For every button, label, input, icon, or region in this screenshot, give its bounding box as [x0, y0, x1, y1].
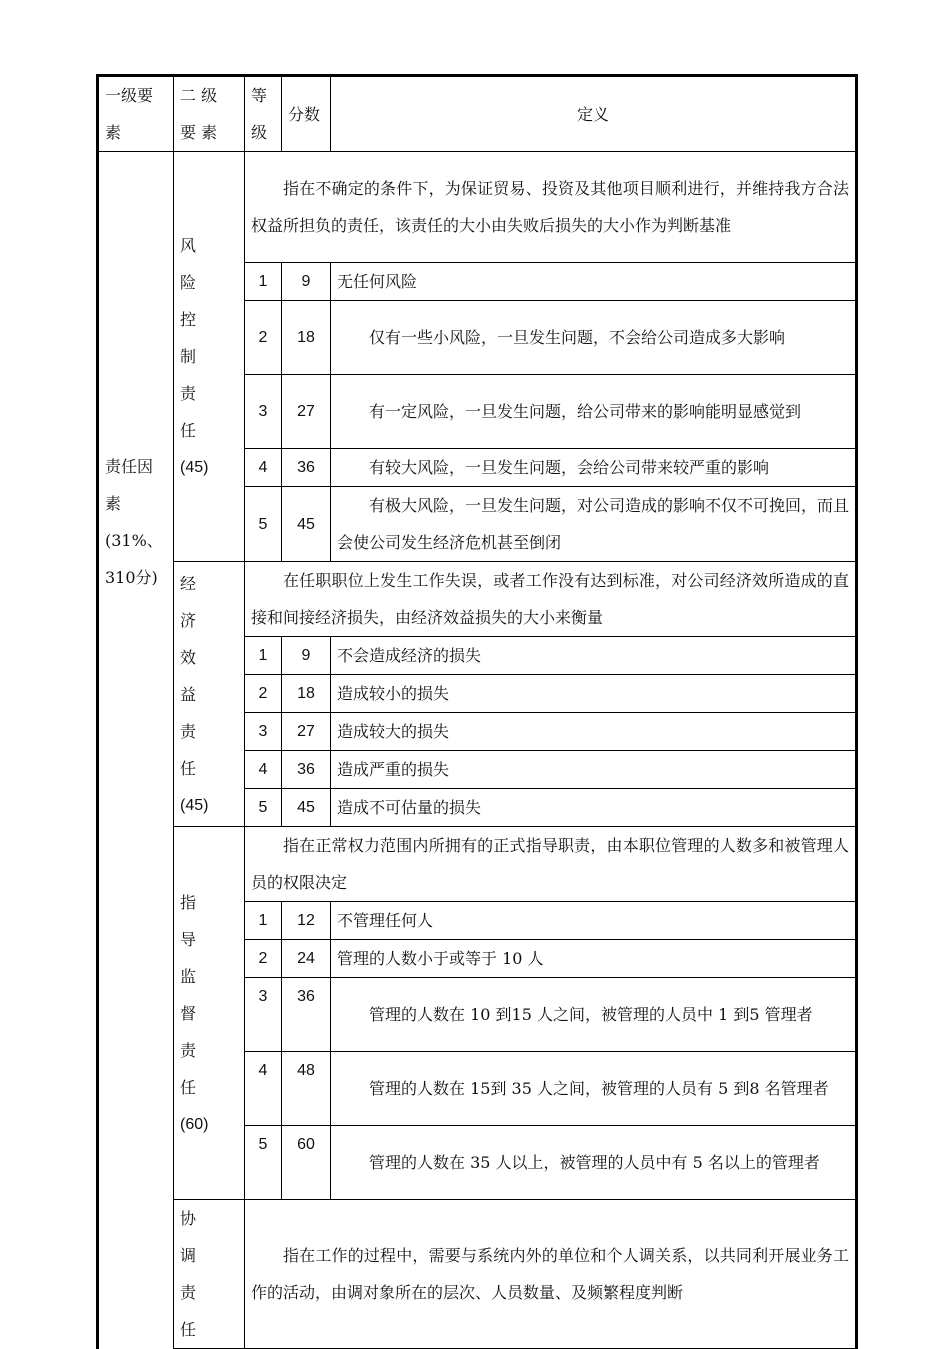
level-description: 造成较大的损失 — [331, 713, 857, 751]
level-number: 2 — [245, 940, 282, 978]
level-number: 2 — [245, 675, 282, 713]
level-score: 45 — [282, 789, 331, 827]
level-score: 18 — [282, 675, 331, 713]
level-number: 4 — [245, 751, 282, 789]
factor-weight: (31%、310分) — [105, 531, 163, 587]
level-number: 1 — [245, 637, 282, 675]
level-number: 4 — [245, 449, 282, 487]
level-number: 5 — [245, 1126, 282, 1200]
level-score: 36 — [282, 751, 331, 789]
section-definition-row — [98, 1200, 857, 1349]
level-score: 36 — [282, 449, 331, 487]
level-description: 无任何风险 — [331, 263, 857, 301]
level-description: 不会造成经济的损失 — [331, 637, 857, 675]
level-description: 有一定风险，一旦发生问题，给公司带来的影响能明显感觉到 — [331, 375, 857, 449]
level-score: 18 — [282, 301, 331, 375]
level-score: 48 — [282, 1052, 331, 1126]
level-score: 24 — [282, 940, 331, 978]
section-definition-row — [98, 152, 857, 263]
level-description: 不管理任何人 — [331, 902, 857, 940]
header-level1: 一级要素 — [98, 76, 174, 152]
level-description: 管理的人数在 10 到15 人之间，被管理的人员中 1 到5 管理者 — [331, 978, 857, 1052]
level-score: 27 — [282, 713, 331, 751]
level-score: 12 — [282, 902, 331, 940]
level-number: 3 — [245, 978, 282, 1052]
table-header-row — [98, 76, 857, 152]
level-number: 3 — [245, 713, 282, 751]
factor-name: 责任因素 — [105, 457, 154, 513]
section-label: 经济效益责任 — [180, 573, 225, 778]
level-description: 有较大风险，一旦发生问题，会给公司带来较严重的影响 — [331, 449, 857, 487]
section-label: 指导监督责任 — [180, 892, 225, 1097]
level-description: 造成严重的损失 — [331, 751, 857, 789]
section-definition: 在任职职位上发生工作失误，或者工作没有达到标准，对公司经济效所造成的直接和间接经济损失，由经济效益损失的大小来衡量 — [245, 562, 857, 637]
section-weight: (45) — [180, 459, 209, 476]
section-definition: 指在不确定的条件下，为保证贸易、投资及其他项目顺利进行，并维持我方合法权益所担负的责任，该责任的大小由失败后损失的大小作为判断基准 — [245, 152, 857, 263]
level-number: 4 — [245, 1052, 282, 1126]
header-grade: 等级 — [245, 76, 282, 152]
level-description: 仅有一些小风险，一旦发生问题，不会给公司造成多大影响 — [331, 301, 857, 375]
section-definition-row — [98, 827, 857, 902]
section-weight: (60) — [180, 1115, 209, 1133]
level-number: 5 — [245, 487, 282, 562]
level-number: 5 — [245, 789, 282, 827]
level-score: 27 — [282, 375, 331, 449]
level-score: 9 — [282, 637, 331, 675]
section-name-coordination — [174, 1200, 245, 1349]
section-definition-row — [98, 562, 857, 637]
section-name-economic — [174, 562, 245, 827]
level-description: 管理的人数在 15到 35 人之间，被管理的人员有 5 到8 名管理者 — [331, 1052, 857, 1126]
level-number: 2 — [245, 301, 282, 375]
level-description: 管理的人数小于或等于 10 人 — [331, 940, 857, 978]
level-score: 9 — [282, 263, 331, 301]
job-evaluation-table — [96, 74, 858, 1349]
factor-cell — [98, 152, 174, 1349]
level-score: 36 — [282, 978, 331, 1052]
section-definition: 指在工作的过程中，需要与系统内外的单位和个人调关系，以共同利开展业务工作的活动，由调对象所在的层次、人员数量、及频繁程度判断 — [245, 1200, 857, 1349]
level-description: 管理的人数在 35 人以上，被管理的人员中有 5 名以上的管理者 — [331, 1126, 857, 1200]
level-score: 60 — [282, 1126, 331, 1200]
section-weight: (45) — [180, 796, 209, 814]
level-number: 1 — [245, 263, 282, 301]
header-score: 分数 — [282, 76, 331, 152]
header-level2: 二 级 要 素 — [174, 76, 245, 152]
section-label: 协调责任 — [180, 1209, 225, 1339]
level-number: 3 — [245, 375, 282, 449]
level-score: 45 — [282, 487, 331, 562]
header-definition: 定义 — [331, 76, 857, 152]
level-description: 造成不可估量的损失 — [331, 789, 857, 827]
section-name-supervision — [174, 827, 245, 1200]
level-description: 有极大风险，一旦发生问题，对公司造成的影响不仅不可挽回，而且会使公司发生经济危机甚至倒闭 — [331, 487, 857, 562]
level-number: 1 — [245, 902, 282, 940]
section-definition: 指在正常权力范围内所拥有的正式指导职责，由本职位管理的人数多和被管理人员的权限决定 — [245, 827, 857, 902]
section-label: 风险控制责任 — [180, 236, 225, 440]
section-name-risk — [174, 152, 245, 562]
level-description: 造成较小的损失 — [331, 675, 857, 713]
